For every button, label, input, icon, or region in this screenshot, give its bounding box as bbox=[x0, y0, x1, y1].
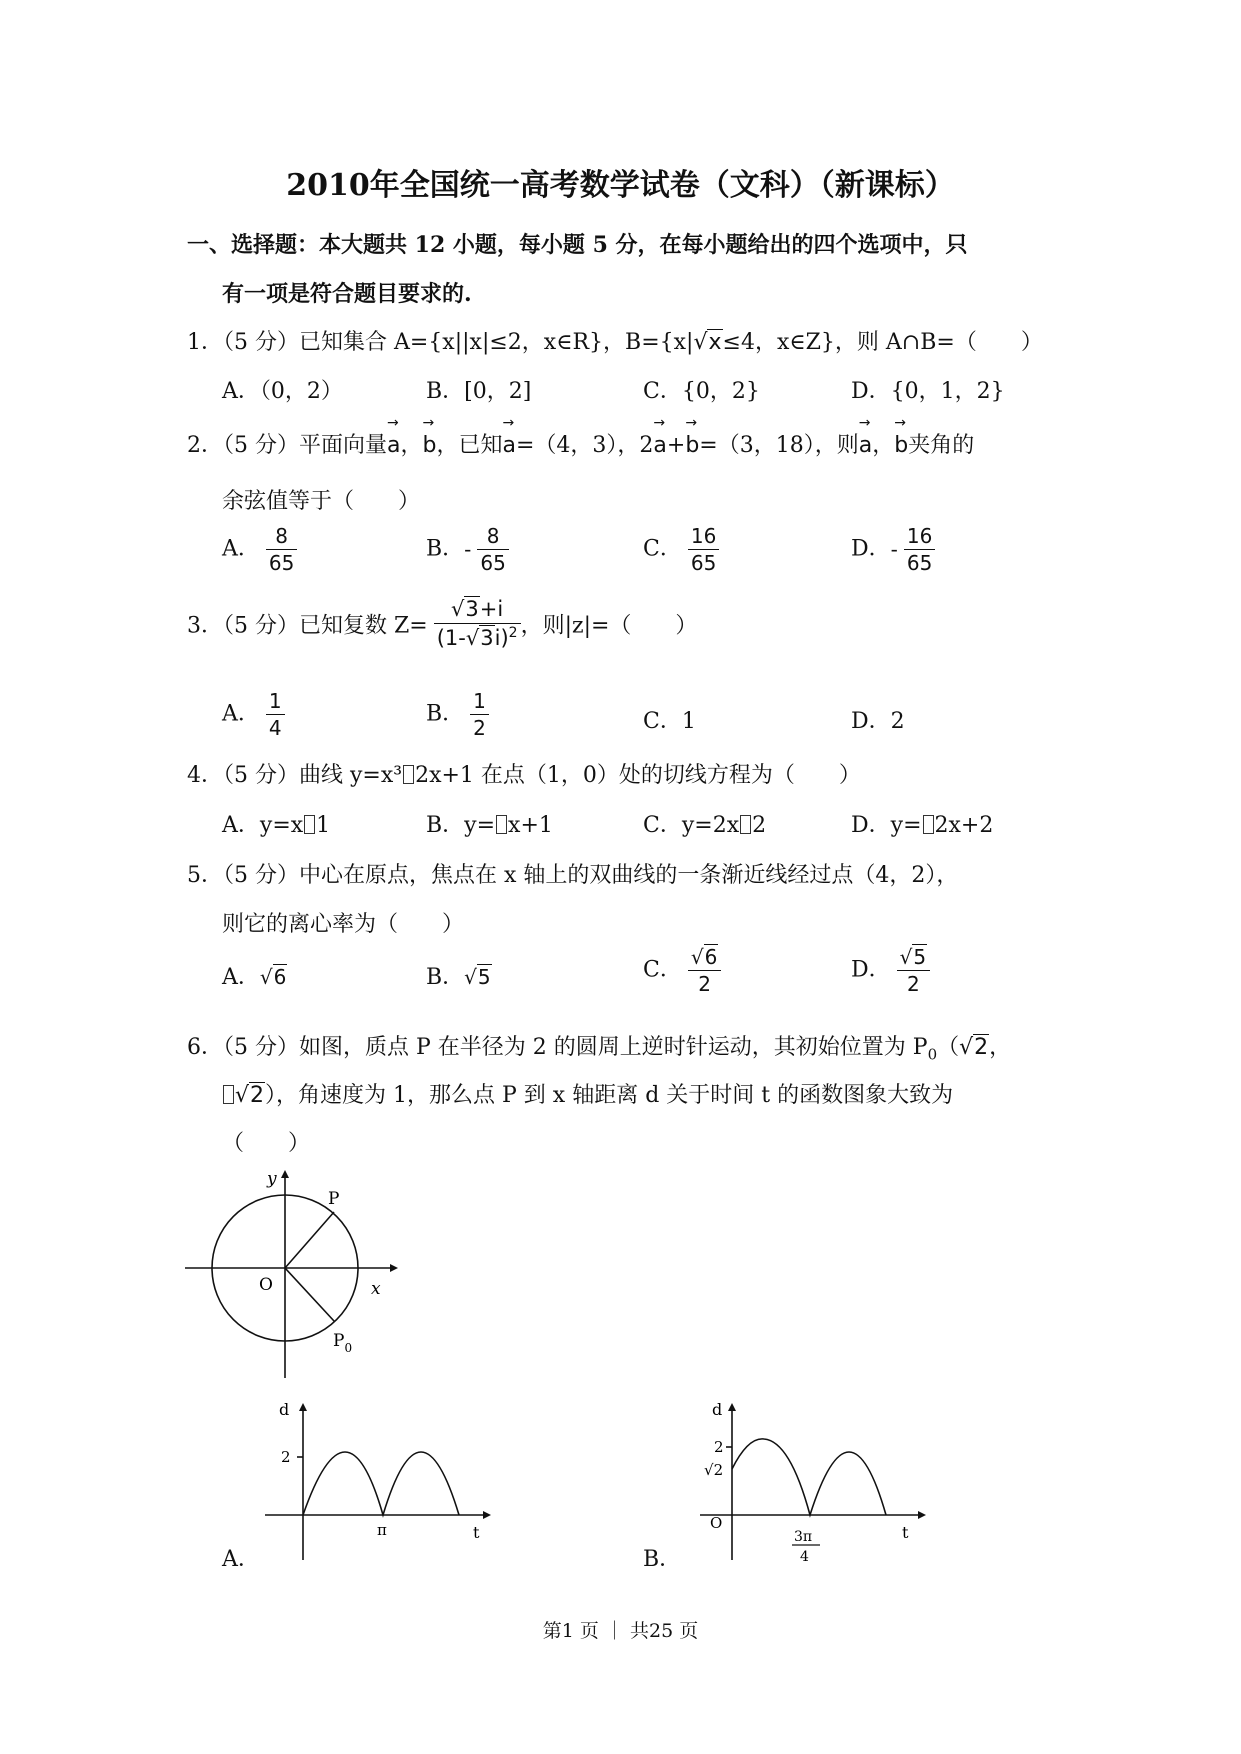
d-arrow-icon bbox=[728, 1403, 736, 1411]
question-3-stem: 3．（5 分）已知复数 Z= $\frac{√3+i}{(1-√3i)^2}$ ，则|z|=（ ） bbox=[187, 597, 698, 651]
q4-option-c: C．y=2x 2 bbox=[643, 813, 767, 838]
fraction: $\frac{√5}{2}$ bbox=[897, 946, 930, 995]
fraction: $\frac{8}{65}$ bbox=[266, 525, 297, 574]
p0-label: $P_0$ bbox=[333, 1331, 353, 1355]
section-heading-line1: 一、选择题：本大题共 12 小题，每小题 5 分，在每小题给出的四个选项中，只 bbox=[187, 232, 968, 258]
complex-fraction: $\frac{√3+i}{(1-√3i)^2}$ bbox=[434, 598, 521, 650]
q4-option-d: D．y= 2x+2 bbox=[851, 813, 994, 838]
q6-option-a-label: A． bbox=[222, 1547, 260, 1572]
fraction: $\frac{1}{2}$ bbox=[470, 690, 489, 739]
fraction: $\frac{1}{4}$ bbox=[266, 690, 285, 739]
graph-b bbox=[690, 1395, 940, 1565]
q3-option-b: B． $\frac{1}{2}$ bbox=[426, 690, 489, 739]
q4-option-a: A．y=x 1 bbox=[222, 813, 331, 838]
question-1-stem: 1．（5 分）已知集合 A={x||x|≤2，x∈R}，B={x|√x≤4，x∈Z}，则 A∩B=（ ） bbox=[187, 330, 1043, 355]
t-label: t bbox=[473, 1523, 480, 1542]
q3-option-a: A． $\frac{1}{4}$ bbox=[222, 690, 285, 739]
question-4-stem: 4．（5 分）曲线 y=x³ 2x+1 在点（1，0）处的切线方程为（ ） bbox=[187, 763, 861, 788]
q3-option-c: C．1 bbox=[643, 709, 696, 734]
label-2: 2 bbox=[714, 1438, 724, 1456]
q5-option-d: D． $\frac{√5}{2}$ bbox=[851, 946, 930, 995]
t-arrow-icon bbox=[483, 1511, 491, 1519]
q3-option-d: D．2 bbox=[851, 709, 905, 734]
q1-option-d: D．{0，1，2} bbox=[851, 379, 1005, 404]
question-6-stem: 6．（5 分）如图，质点 P 在半径为 2 的圆周上逆时针运动，其初始位置为 $P_0(√2$， bbox=[187, 1035, 1012, 1064]
missing-glyph-icon bbox=[304, 815, 315, 834]
radius-op bbox=[285, 1212, 334, 1268]
page-footer: 第1 页 ｜ 共25 页 bbox=[542, 1620, 699, 1642]
t-label: t bbox=[902, 1523, 909, 1542]
fraction: $\frac{16}{65}$ bbox=[904, 525, 935, 574]
q2-option-b: B．- $\frac{8}{65}$ bbox=[426, 525, 509, 574]
sqrt-x: √x bbox=[693, 330, 722, 355]
frac-den: 4 bbox=[800, 1549, 809, 1565]
y-arrow-icon bbox=[281, 1170, 289, 1178]
t-arrow-icon bbox=[918, 1511, 926, 1519]
q2-option-d: D．- $\frac{16}{65}$ bbox=[851, 525, 935, 574]
missing-glyph-icon bbox=[740, 815, 751, 834]
question-5-stem: 5．（5 分）中心在原点，焦点在 x 轴上的双曲线的一条渐近线经过点（4，2）， bbox=[187, 863, 959, 888]
curve-a bbox=[303, 1452, 459, 1515]
graph-a bbox=[255, 1395, 505, 1565]
q1-option-c: C．{0，2} bbox=[643, 379, 760, 404]
origin-label: O bbox=[259, 1275, 273, 1295]
d-label: d bbox=[279, 1400, 290, 1419]
section-heading-line2: 有一项是符合题目要求的. bbox=[222, 281, 472, 307]
question-2-stem: 2．（5 分）平面向量→ a，→ b，已知→ a=（4，3），2→ a+→ b=（3，18），则→ a，→ b夹角的 bbox=[187, 428, 974, 459]
missing-glyph-icon bbox=[403, 765, 414, 784]
vector-a: → a bbox=[653, 433, 666, 458]
q6-option-b-label: B． bbox=[643, 1547, 682, 1572]
vector-a: → a bbox=[502, 433, 515, 458]
d-label: d bbox=[712, 1400, 723, 1419]
q5-option-a: A．√6 bbox=[222, 965, 287, 990]
q2-option-c: C． $\frac{16}{65}$ bbox=[643, 525, 719, 574]
q1-option-a: A．（0，2） bbox=[222, 379, 343, 404]
x-label: x bbox=[371, 1279, 381, 1299]
radius-op0 bbox=[285, 1268, 334, 1321]
page-title: 2010年全国统一高考数学试卷（文科）（新课标） bbox=[286, 168, 955, 203]
q2-option-a: A． $\frac{8}{65}$ bbox=[222, 525, 297, 574]
q4-option-b: B．y= x+1 bbox=[426, 813, 553, 838]
frac-num: 3π bbox=[794, 1529, 813, 1545]
label-2: 2 bbox=[281, 1448, 291, 1466]
missing-glyph-icon bbox=[496, 815, 507, 834]
vector-a: → a bbox=[387, 433, 400, 458]
question-2-line2: 余弦值等于（ ） bbox=[222, 489, 421, 514]
vector-b: → b bbox=[894, 433, 908, 458]
fraction: $\frac{16}{65}$ bbox=[688, 525, 719, 574]
missing-glyph-icon bbox=[923, 815, 934, 834]
vector-b: → b bbox=[423, 433, 437, 458]
missing-glyph-icon bbox=[223, 1085, 234, 1104]
question-6-line2: √2），角速度为 1，那么点 P 到 x 轴距离 d 关于时间 t 的函数图象大致为 bbox=[222, 1078, 953, 1109]
origin-label: O bbox=[710, 1514, 723, 1532]
q5-option-b: B．√5 bbox=[426, 965, 491, 990]
fraction: $\frac{8}{65}$ bbox=[477, 525, 508, 574]
question-6-line3: （ ） bbox=[222, 1131, 311, 1156]
vector-a: → a bbox=[859, 433, 872, 458]
d-arrow-icon bbox=[299, 1403, 307, 1411]
fraction: $\frac{√6}{2}$ bbox=[688, 946, 721, 995]
vector-b: → b bbox=[685, 433, 699, 458]
q1-option-b: B．[0，2] bbox=[426, 379, 532, 404]
q5-option-c: C． $\frac{√6}{2}$ bbox=[643, 946, 721, 995]
label-sqrt2: √2 bbox=[704, 1461, 724, 1479]
p-label: P bbox=[328, 1189, 340, 1209]
x-arrow-icon bbox=[390, 1264, 398, 1272]
curve-b bbox=[732, 1439, 886, 1515]
circle-figure bbox=[185, 1168, 405, 1388]
pi-label: π bbox=[377, 1521, 387, 1539]
question-5-line2: 则它的离心率为（ ） bbox=[222, 912, 465, 937]
y-label: y bbox=[267, 1169, 277, 1189]
